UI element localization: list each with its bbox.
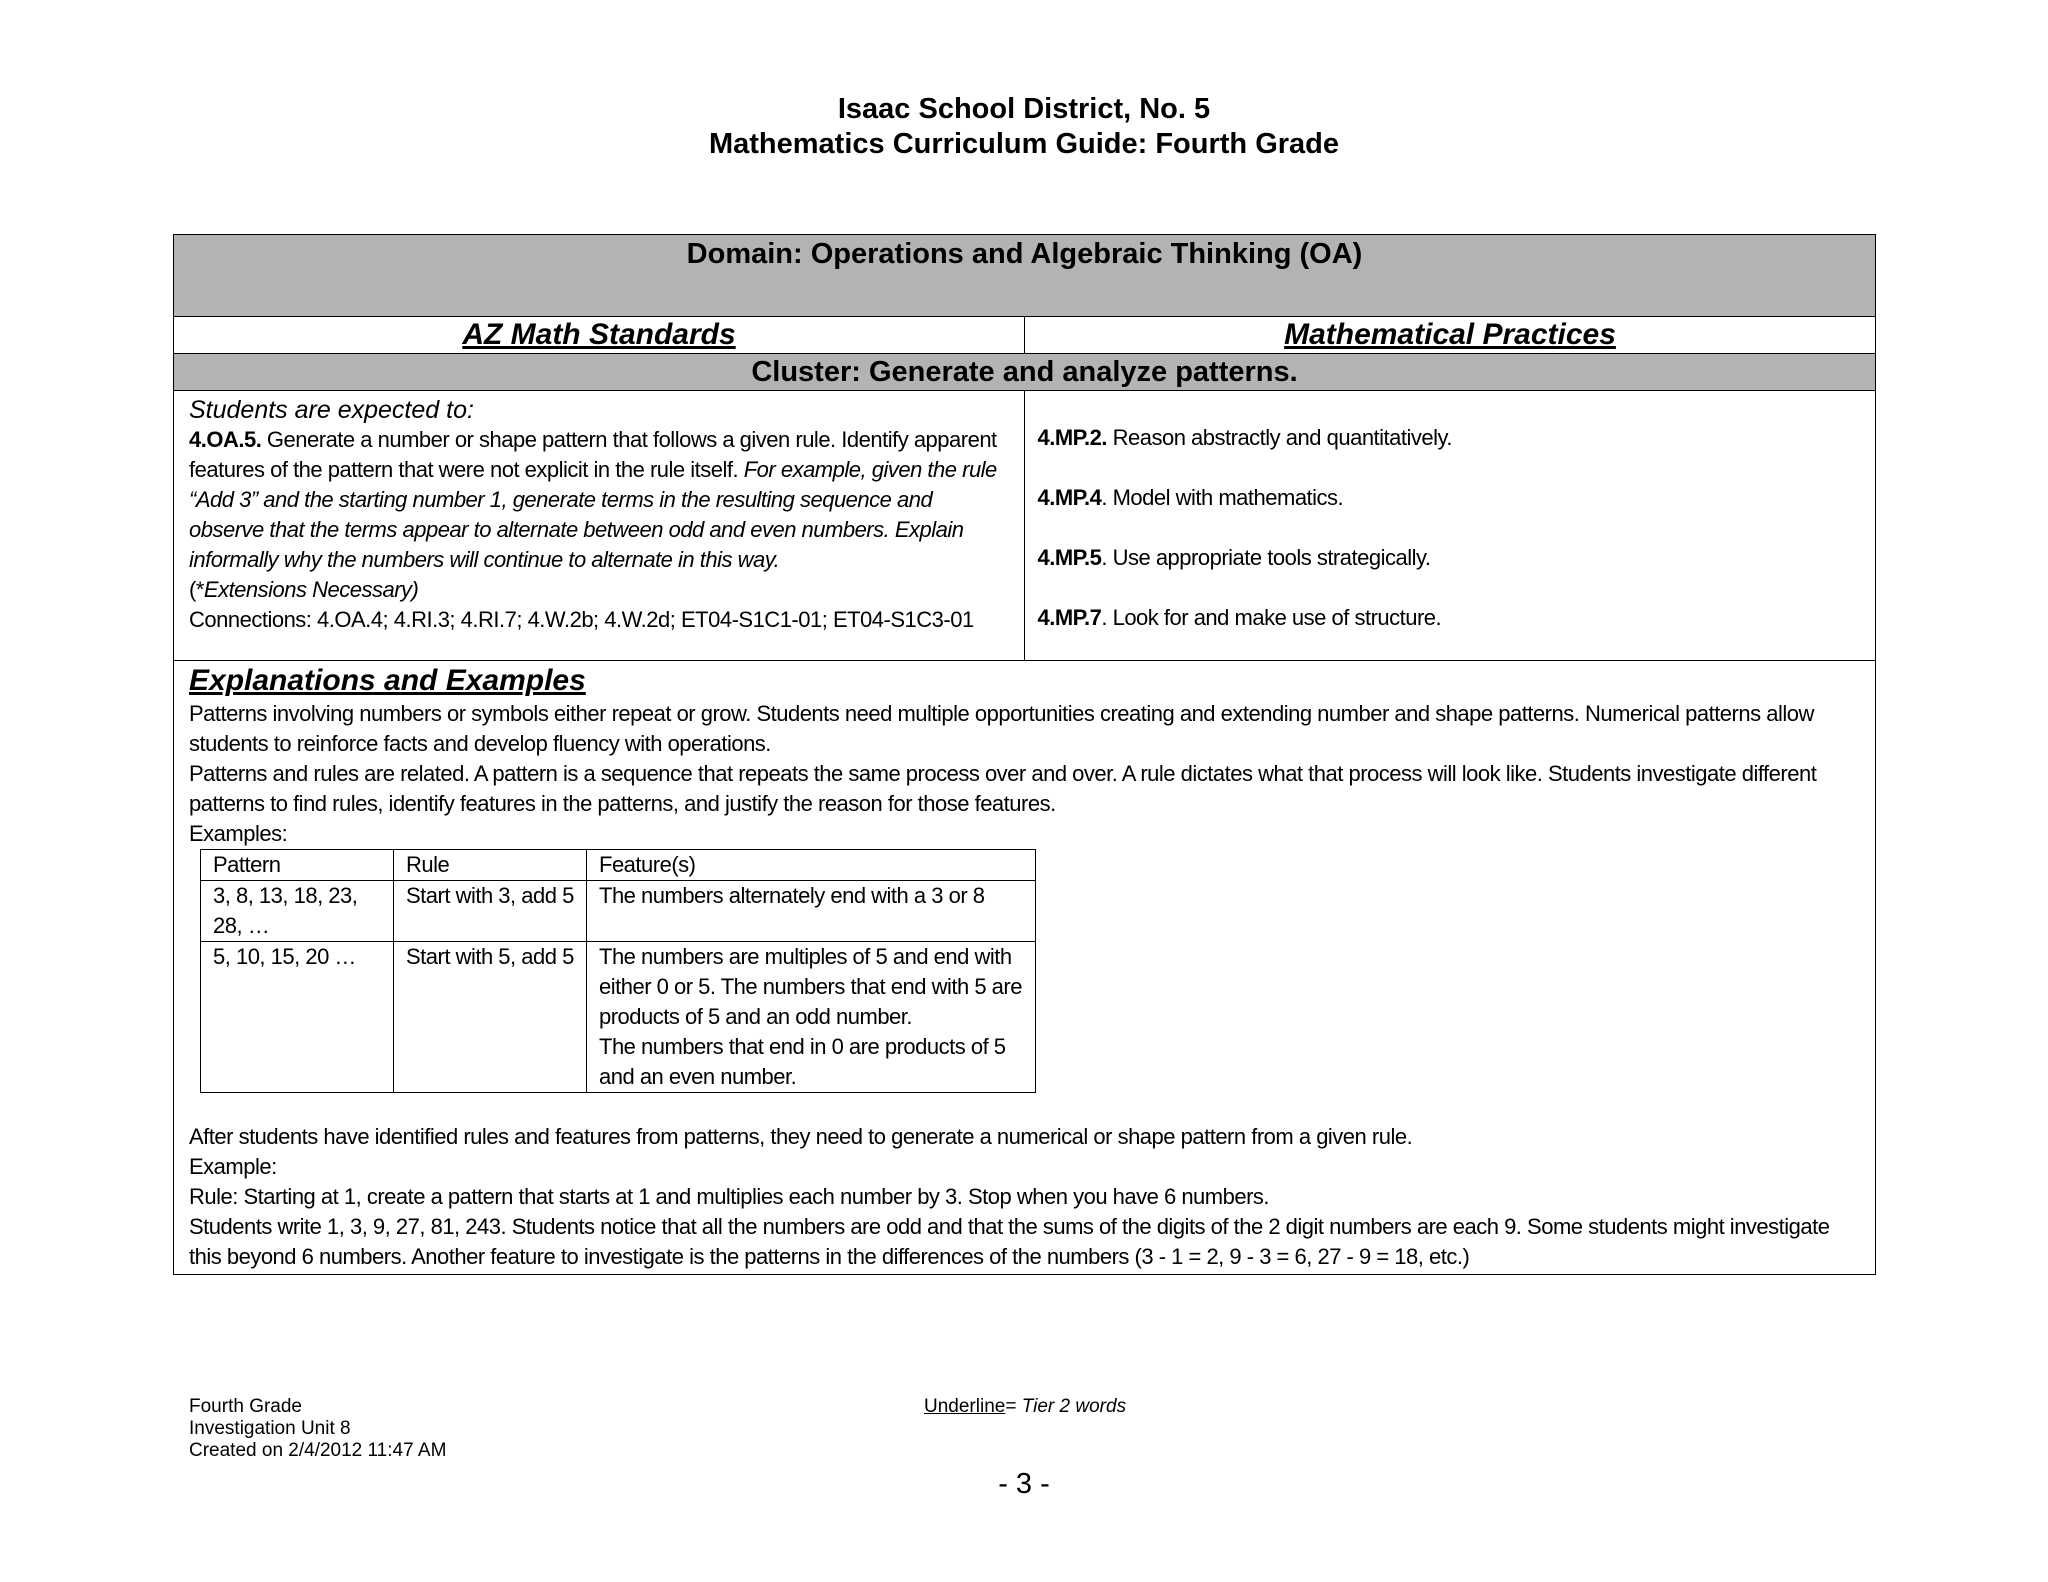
practice-item: [1038, 603, 1862, 633]
header-cell: Rule: [394, 850, 587, 881]
guide-title: Mathematics Curriculum Guide: Fourth Grade: [708, 128, 1340, 160]
page-number: - 3 -: [998, 1468, 1050, 1500]
explanation-paragraph: Rule: Starting at 1, create a pattern that starts at 1 and multiplies each number by 3. Stop when you have 6 numbers.: [189, 1184, 1270, 1209]
examples-label: Examples:: [189, 821, 288, 846]
practice-text: . Use appropriate tools strategically.: [1101, 545, 1431, 570]
standard-description: Generate a number or shape pattern that follows a given rule. Identify apparent features of the pattern that were not explicit in the rule itself.: [189, 427, 997, 482]
explanation-paragraph: Patterns involving numbers or symbols either repeat or grow. Students need multiple opportunities creating and extending number and shape patterns. Numerical patterns allow students to reinforce facts and develop fluency with operations.: [189, 701, 1814, 756]
legend-tier: Tier 2 words: [1021, 1396, 1127, 1417]
footer-info: [189, 1396, 446, 1462]
domain-heading: Domain: Operations and Algebraic Thinking (OA): [174, 235, 1875, 317]
cluster-heading: Cluster: Generate and analyze patterns.: [174, 354, 1875, 391]
practice-text: . Look for and make use of structure.: [1101, 605, 1442, 630]
table-cell: The numbers alternately end with a 3 or 8: [587, 881, 1036, 942]
extensions-text: Extensions Necessary): [203, 577, 419, 602]
legend-equals: =: [1005, 1396, 1022, 1417]
standard-text: [189, 425, 1010, 575]
practice-item: [1038, 423, 1862, 453]
page-header: [0, 92, 2048, 162]
feature-text: The numbers are multiples of 5 and end with either 0 or 5. The numbers that end with 5 are products of 5 and an odd number.: [599, 944, 1022, 1029]
practice-code: 4.MP.2.: [1037, 425, 1107, 450]
table-row: [201, 942, 1036, 1093]
legend-underline: Underline: [924, 1396, 1006, 1417]
explanations-title: Explanations and Examples: [189, 664, 586, 697]
practice-item: [1038, 543, 1862, 573]
expected-label: Students are expected to:: [189, 396, 474, 424]
footer-created: Created on 2/4/2012 11:47 AM: [189, 1440, 447, 1461]
standards-row: [174, 391, 1875, 661]
practice-code: 4.MP.4: [1037, 485, 1102, 510]
explanations-section: [174, 663, 1875, 1274]
table-cell: 3, 8, 13, 18, 23, 28, …: [201, 881, 394, 942]
standard-code: 4.OA.5.: [189, 427, 262, 452]
table-cell: 5, 10, 15, 20 …: [201, 942, 394, 1093]
footer-legend: [924, 1396, 1126, 1418]
extensions-open: (*: [189, 577, 204, 602]
feature-text: The numbers that end in 0 are products of 5 and an even number.: [599, 1034, 1006, 1089]
practice-code: 4.MP.5: [1037, 545, 1102, 570]
header-cell: Pattern: [201, 850, 394, 881]
az-math-standards-heading: AZ Math Standards: [174, 317, 1025, 353]
practice-item: [1038, 483, 1862, 513]
footer-unit: Investigation Unit 8: [189, 1418, 351, 1439]
standard-example: For example, given the rule “Add 3” and the starting number 1, generate terms in the resulting sequence and observe that the terms appear to alternate between odd and even numbers. Explain informally why the numbers will continue to alternate in this way.: [189, 457, 997, 572]
explanation-paragraph: Patterns and rules are related. A pattern is a sequence that repeats the same process over and over. A rule dictates what that process will look like. Students investigate different patterns to find rules, identify features in the patterns, and justify the reason for those features.: [189, 761, 1817, 816]
district-title: Isaac School District, No. 5: [837, 93, 1211, 125]
footer-grade: Fourth Grade: [189, 1396, 302, 1417]
explanation-paragraph: After students have identified rules and features from patterns, they need to generate a numerical or shape pattern from a given rule.: [189, 1124, 1413, 1149]
table-cell: Start with 5, add 5: [394, 942, 587, 1093]
table-header-row: [201, 850, 1036, 881]
practice-code: 4.MP.7: [1037, 605, 1102, 630]
table-row: [201, 881, 1036, 942]
curriculum-table: [173, 234, 1876, 1275]
standard-cell: [174, 391, 1025, 660]
mathematical-practices-heading: Mathematical Practices: [1284, 318, 1616, 351]
example-label: Example:: [189, 1154, 277, 1179]
examples-table: [200, 849, 1036, 1093]
practice-text: Reason abstractly and quantitatively.: [1106, 425, 1453, 450]
table-cell: Start with 3, add 5: [394, 881, 587, 942]
column-headings: [174, 317, 1875, 354]
practices-cell: [1025, 391, 1876, 660]
extensions-note: [189, 575, 1010, 605]
header-cell: Feature(s): [587, 850, 1036, 881]
explanation-paragraph: Students write 1, 3, 9, 27, 81, 243. Students notice that all the numbers are odd and that the sums of the digits of the 2 digit numbers are each 9. Some students might investigate this beyond 6 numbers. Another feature to investigate is the patterns in the differences of the numbers (3 - 1 = 2, 9 - 3 = 6, 27 - 9 = 18, etc.): [189, 1214, 1830, 1269]
table-cell: [587, 942, 1036, 1093]
connections: Connections: 4.OA.4; 4.RI.3; 4.RI.7; 4.W.2b; 4.W.2d; ET04-S1C1-01; ET04-S1C3-01: [189, 607, 974, 632]
practice-text: . Model with mathematics.: [1101, 485, 1344, 510]
